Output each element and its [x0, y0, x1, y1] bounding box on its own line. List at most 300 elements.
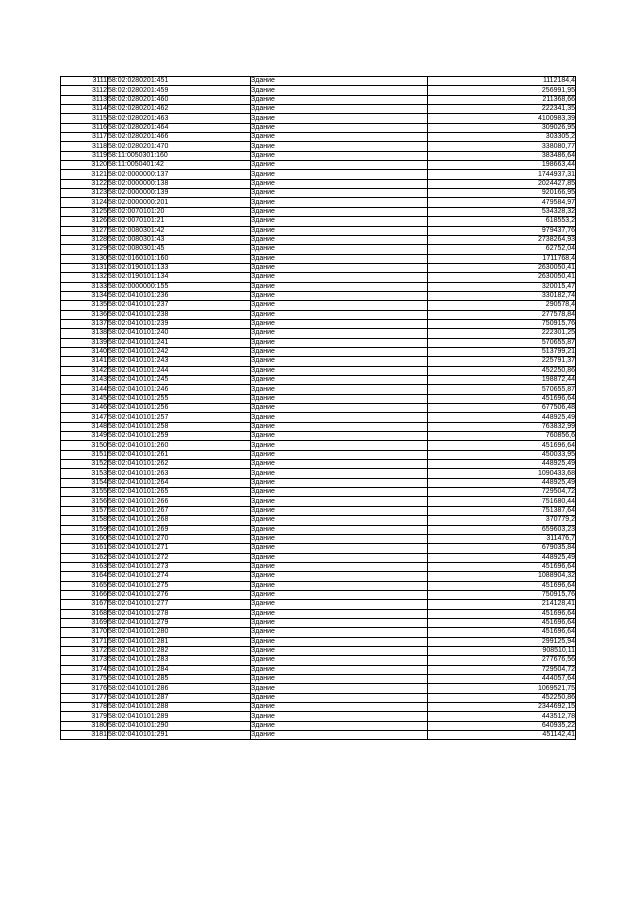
- table-row: [61, 600, 576, 609]
- table-row: [61, 301, 576, 310]
- object-type-cell: Здание: [251, 170, 428, 179]
- object-type-cell: Здание: [251, 385, 428, 394]
- object-type-cell: Здание: [251, 506, 428, 515]
- table-row: [61, 86, 576, 95]
- cadastral-number-cell: 58:02:0160101:160: [108, 254, 251, 263]
- cadastral-value-cell: 448925,49: [428, 553, 576, 562]
- table-row: [61, 675, 576, 684]
- cadastral-number-cell: 58:02:0410101:238: [108, 310, 251, 319]
- cadastral-value-cell: 570655,87: [428, 338, 576, 347]
- object-type-cell: Здание: [251, 86, 428, 95]
- table-row: [61, 432, 576, 441]
- table-row: [61, 703, 576, 712]
- row-number-cell: 3153: [61, 469, 108, 478]
- cadastral-value-cell: 534328,32: [428, 207, 576, 216]
- table-row: [61, 562, 576, 571]
- cadastral-number-cell: 58:02:0000000:139: [108, 189, 251, 198]
- row-number-cell: 3121: [61, 170, 108, 179]
- cadastral-value-cell: 452250,86: [428, 693, 576, 702]
- row-number-cell: 3143: [61, 376, 108, 385]
- object-type-cell: Здание: [251, 245, 428, 254]
- table-row: [61, 385, 576, 394]
- table-row: [61, 572, 576, 581]
- row-number-cell: 3158: [61, 516, 108, 525]
- table-row: [61, 263, 576, 272]
- table-row: [61, 254, 576, 263]
- cadastral-value-cell: 1069521,75: [428, 684, 576, 693]
- cadastral-number-cell: 58:02:0410101:261: [108, 450, 251, 459]
- cadastral-number-cell: 58:02:0070101:20: [108, 207, 251, 216]
- cadastral-number-cell: 58:02:0000000:137: [108, 170, 251, 179]
- row-number-cell: 3135: [61, 301, 108, 310]
- row-number-cell: 3122: [61, 179, 108, 188]
- object-type-cell: Здание: [251, 95, 428, 104]
- table-row: [61, 441, 576, 450]
- object-type-cell: Здание: [251, 637, 428, 646]
- cadastral-value-cell: 2024427,85: [428, 179, 576, 188]
- cadastral-number-cell: 58:02:0410101:288: [108, 703, 251, 712]
- table-row: [61, 721, 576, 730]
- cadastral-value-cell: 479584,97: [428, 198, 576, 207]
- object-type-cell: Здание: [251, 731, 428, 740]
- table-row: [61, 235, 576, 244]
- cadastral-value-cell: 448925,49: [428, 413, 576, 422]
- cadastral-number-cell: 58:02:0410101:282: [108, 646, 251, 655]
- table-row: [61, 712, 576, 721]
- row-number-cell: 3125: [61, 207, 108, 216]
- table-row: [61, 161, 576, 170]
- object-type-cell: Здание: [251, 77, 428, 86]
- cadastral-value-cell: 198872,44: [428, 376, 576, 385]
- object-type-cell: Здание: [251, 161, 428, 170]
- cadastral-value-cell: 451696,64: [428, 618, 576, 627]
- cadastral-value-cell: 2630050,41: [428, 263, 576, 272]
- cadastral-number-cell: 58:02:0410101:236: [108, 291, 251, 300]
- object-type-cell: Здание: [251, 450, 428, 459]
- object-type-cell: Здание: [251, 310, 428, 319]
- object-type-cell: Здание: [251, 441, 428, 450]
- table-row: [61, 95, 576, 104]
- cadastral-number-cell: 58:02:0000000:201: [108, 198, 251, 207]
- cadastral-number-cell: 58:02:0410101:267: [108, 506, 251, 515]
- object-type-cell: Здание: [251, 497, 428, 506]
- cadastral-number-cell: 58:02:0410101:275: [108, 581, 251, 590]
- cadastral-value-cell: 2630050,41: [428, 273, 576, 282]
- row-number-cell: 3137: [61, 319, 108, 328]
- row-number-cell: 3156: [61, 497, 108, 506]
- cadastral-value-cell: 222341,35: [428, 105, 576, 114]
- object-type-cell: Здание: [251, 404, 428, 413]
- cadastral-number-cell: 58:02:0280201:466: [108, 133, 251, 142]
- cadastral-number-cell: 58:02:0190101:134: [108, 273, 251, 282]
- cadastral-value-cell: 760856,6: [428, 432, 576, 441]
- cadastral-number-cell: 58:02:0410101:255: [108, 394, 251, 403]
- cadastral-number-cell: 58:02:0410101:281: [108, 637, 251, 646]
- cadastral-value-cell: 751680,44: [428, 497, 576, 506]
- cadastral-number-cell: 58:02:0410101:268: [108, 516, 251, 525]
- cadastral-number-cell: 58:02:0410101:266: [108, 497, 251, 506]
- cadastral-value-cell: 62752,04: [428, 245, 576, 254]
- row-number-cell: 3136: [61, 310, 108, 319]
- cadastral-value-cell: 640935,22: [428, 721, 576, 730]
- table-row: [61, 105, 576, 114]
- cadastral-value-cell: 1711768,4: [428, 254, 576, 263]
- cadastral-value-cell: 751387,64: [428, 506, 576, 515]
- table-row: [61, 394, 576, 403]
- cadastral-value-cell: 570655,87: [428, 385, 576, 394]
- object-type-cell: Здание: [251, 562, 428, 571]
- table-row: [61, 497, 576, 506]
- object-type-cell: Здание: [251, 133, 428, 142]
- cadastral-value-cell: 320015,47: [428, 282, 576, 291]
- cadastral-number-cell: 58:02:0410101:289: [108, 712, 251, 721]
- row-number-cell: 3154: [61, 478, 108, 487]
- cadastral-number-cell: 58:02:0410101:291: [108, 731, 251, 740]
- table-row: [61, 506, 576, 515]
- object-type-cell: Здание: [251, 123, 428, 132]
- object-type-cell: Здание: [251, 142, 428, 151]
- table-row: [61, 488, 576, 497]
- object-type-cell: Здание: [251, 721, 428, 730]
- cadastral-number-cell: 58:02:0410101:273: [108, 562, 251, 571]
- row-number-cell: 3169: [61, 618, 108, 627]
- table-row: [61, 590, 576, 599]
- object-type-cell: Здание: [251, 544, 428, 553]
- table-row: [61, 731, 576, 740]
- table-row: [61, 460, 576, 469]
- cadastral-number-cell: 58:02:0080301:43: [108, 235, 251, 244]
- cadastral-number-cell: 58:02:0410101:280: [108, 628, 251, 637]
- cadastral-number-cell: 58:02:0410101:240: [108, 329, 251, 338]
- table-row: [61, 656, 576, 665]
- cadastral-value-cell: 1744937,31: [428, 170, 576, 179]
- cadastral-number-cell: 58:02:0410101:286: [108, 684, 251, 693]
- row-number-cell: 3175: [61, 675, 108, 684]
- object-type-cell: Здание: [251, 254, 428, 263]
- row-number-cell: 3152: [61, 460, 108, 469]
- cadastral-number-cell: 58:02:0280201:460: [108, 95, 251, 104]
- cadastral-value-cell: 277578,84: [428, 310, 576, 319]
- object-type-cell: Здание: [251, 235, 428, 244]
- row-number-cell: 3177: [61, 693, 108, 702]
- table-row: [61, 338, 576, 347]
- table-row: [61, 114, 576, 123]
- cadastral-value-cell: 443512,78: [428, 712, 576, 721]
- row-number-cell: 3112: [61, 86, 108, 95]
- table-row: [61, 469, 576, 478]
- table-row: [61, 357, 576, 366]
- cadastral-value-cell: 1090433,68: [428, 469, 576, 478]
- cadastral-number-cell: 58:02:0410101:272: [108, 553, 251, 562]
- object-type-cell: Здание: [251, 114, 428, 123]
- row-number-cell: 3160: [61, 534, 108, 543]
- row-number-cell: 3163: [61, 562, 108, 571]
- cadastral-number-cell: 58:02:0410101:285: [108, 675, 251, 684]
- object-type-cell: Здание: [251, 226, 428, 235]
- cadastral-value-cell: 211368,66: [428, 95, 576, 104]
- cadastral-value-cell: 618553,2: [428, 217, 576, 226]
- cadastral-number-cell: 58:02:0280201:464: [108, 123, 251, 132]
- object-type-cell: Здание: [251, 198, 428, 207]
- row-number-cell: 3133: [61, 282, 108, 291]
- cadastral-number-cell: 58:02:0410101:283: [108, 656, 251, 665]
- object-type-cell: Здание: [251, 600, 428, 609]
- row-number-cell: 3179: [61, 712, 108, 721]
- cadastral-value-cell: 513799,21: [428, 347, 576, 356]
- cadastral-value-cell: 979437,76: [428, 226, 576, 235]
- table-row: [61, 376, 576, 385]
- cadastral-number-cell: 58:02:0280201:463: [108, 114, 251, 123]
- cadastral-number-cell: 58:02:0410101:256: [108, 404, 251, 413]
- cadastral-value-cell: 448925,49: [428, 478, 576, 487]
- row-number-cell: 3129: [61, 245, 108, 254]
- row-number-cell: 3130: [61, 254, 108, 263]
- cadastral-value-cell: 1112184,4: [428, 77, 576, 86]
- object-type-cell: Здание: [251, 394, 428, 403]
- cadastral-value-cell: 4100983,39: [428, 114, 576, 123]
- row-number-cell: 3147: [61, 413, 108, 422]
- row-number-cell: 3167: [61, 600, 108, 609]
- table-row: [61, 245, 576, 254]
- row-number-cell: 3164: [61, 572, 108, 581]
- row-number-cell: 3159: [61, 525, 108, 534]
- table-row: [61, 665, 576, 674]
- table-row: [61, 581, 576, 590]
- object-type-cell: Здание: [251, 376, 428, 385]
- cadastral-number-cell: 58:02:0280201:451: [108, 77, 251, 86]
- row-number-cell: 3141: [61, 357, 108, 366]
- table-row: [61, 525, 576, 534]
- cadastral-value-cell: 330182,74: [428, 291, 576, 300]
- cadastral-value-cell: 448925,49: [428, 460, 576, 469]
- table-row: [61, 217, 576, 226]
- row-number-cell: 3120: [61, 161, 108, 170]
- row-number-cell: 3173: [61, 656, 108, 665]
- object-type-cell: Здание: [251, 703, 428, 712]
- cadastral-value-cell: 763832,99: [428, 422, 576, 431]
- object-type-cell: Здание: [251, 207, 428, 216]
- cadastral-value-cell: 198663,44: [428, 161, 576, 170]
- object-type-cell: Здание: [251, 675, 428, 684]
- row-number-cell: 3138: [61, 329, 108, 338]
- row-number-cell: 3134: [61, 291, 108, 300]
- row-number-cell: 3155: [61, 488, 108, 497]
- row-number-cell: 3142: [61, 366, 108, 375]
- cadastral-value-cell: 370779,2: [428, 516, 576, 525]
- records-table-body: [61, 77, 576, 740]
- row-number-cell: 3131: [61, 263, 108, 272]
- table-row: [61, 189, 576, 198]
- cadastral-value-cell: 677506,48: [428, 404, 576, 413]
- table-row: [61, 404, 576, 413]
- cadastral-number-cell: 58:02:0410101:290: [108, 721, 251, 730]
- object-type-cell: Здание: [251, 273, 428, 282]
- object-type-cell: Здание: [251, 151, 428, 160]
- object-type-cell: Здание: [251, 684, 428, 693]
- cadastral-number-cell: 58:02:0410101:258: [108, 422, 251, 431]
- table-row: [61, 544, 576, 553]
- table-row: [61, 291, 576, 300]
- table-row: [61, 628, 576, 637]
- table-row: [61, 179, 576, 188]
- cadastral-number-cell: 58:02:0410101:276: [108, 590, 251, 599]
- table-row: [61, 123, 576, 132]
- cadastral-number-cell: 58:02:0410101:284: [108, 665, 251, 674]
- cadastral-number-cell: 58:02:0410101:264: [108, 478, 251, 487]
- table-row: [61, 534, 576, 543]
- cadastral-number-cell: 58:02:0410101:270: [108, 534, 251, 543]
- table-row: [61, 226, 576, 235]
- row-number-cell: 3166: [61, 590, 108, 599]
- row-number-cell: 3150: [61, 441, 108, 450]
- cadastral-value-cell: 451696,64: [428, 628, 576, 637]
- object-type-cell: Здание: [251, 525, 428, 534]
- object-type-cell: Здание: [251, 217, 428, 226]
- table-row: [61, 329, 576, 338]
- row-number-cell: 3115: [61, 114, 108, 123]
- cadastral-value-cell: 303305,2: [428, 133, 576, 142]
- cadastral-number-cell: 58:02:0410101:279: [108, 618, 251, 627]
- object-type-cell: Здание: [251, 516, 428, 525]
- table-row: [61, 413, 576, 422]
- table-row: [61, 133, 576, 142]
- table-row: [61, 684, 576, 693]
- cadastral-value-cell: 290578,4: [428, 301, 576, 310]
- cadastral-number-cell: 58:02:0410101:239: [108, 319, 251, 328]
- table-row: [61, 347, 576, 356]
- object-type-cell: Здание: [251, 329, 428, 338]
- object-type-cell: Здание: [251, 488, 428, 497]
- object-type-cell: Здание: [251, 357, 428, 366]
- cadastral-number-cell: 58:02:0410101:237: [108, 301, 251, 310]
- cadastral-number-cell: 58:02:0410101:244: [108, 366, 251, 375]
- cadastral-value-cell: 451696,64: [428, 581, 576, 590]
- cadastral-value-cell: 444057,64: [428, 675, 576, 684]
- cadastral-number-cell: 58:02:0410101:277: [108, 600, 251, 609]
- table-row: [61, 478, 576, 487]
- table-row: [61, 366, 576, 375]
- row-number-cell: 3149: [61, 432, 108, 441]
- row-number-cell: 3145: [61, 394, 108, 403]
- cadastral-number-cell: 58:02:0410101:259: [108, 432, 251, 441]
- row-number-cell: 3161: [61, 544, 108, 553]
- object-type-cell: Здание: [251, 693, 428, 702]
- row-number-cell: 3111: [61, 77, 108, 86]
- cadastral-number-cell: 58:02:0190101:133: [108, 263, 251, 272]
- row-number-cell: 3165: [61, 581, 108, 590]
- row-number-cell: 3162: [61, 553, 108, 562]
- object-type-cell: Здание: [251, 553, 428, 562]
- object-type-cell: Здание: [251, 179, 428, 188]
- table-row: [61, 618, 576, 627]
- cadastral-value-cell: 451696,64: [428, 394, 576, 403]
- object-type-cell: Здание: [251, 189, 428, 198]
- cadastral-value-cell: 659603,23: [428, 525, 576, 534]
- cadastral-number-cell: 58:02:0080301:42: [108, 226, 251, 235]
- row-number-cell: 3151: [61, 450, 108, 459]
- row-number-cell: 3140: [61, 347, 108, 356]
- cadastral-number-cell: 58:02:0410101:271: [108, 544, 251, 553]
- cadastral-value-cell: 450033,95: [428, 450, 576, 459]
- cadastral-value-cell: 451142,41: [428, 731, 576, 740]
- object-type-cell: Здание: [251, 422, 428, 431]
- table-row: [61, 151, 576, 160]
- cadastral-value-cell: 452250,86: [428, 366, 576, 375]
- row-number-cell: 3168: [61, 609, 108, 618]
- cadastral-value-cell: 2738264,93: [428, 235, 576, 244]
- object-type-cell: Здание: [251, 712, 428, 721]
- cadastral-number-cell: 58:02:0410101:262: [108, 460, 251, 469]
- row-number-cell: 3144: [61, 385, 108, 394]
- object-type-cell: Здание: [251, 347, 428, 356]
- cadastral-value-cell: 277676,56: [428, 656, 576, 665]
- table-row: [61, 170, 576, 179]
- row-number-cell: 3172: [61, 646, 108, 655]
- cadastral-value-cell: 214128,41: [428, 600, 576, 609]
- cadastral-number-cell: 58:02:0410101:287: [108, 693, 251, 702]
- table-row: [61, 646, 576, 655]
- table-row: [61, 516, 576, 525]
- cadastral-value-cell: 338080,77: [428, 142, 576, 151]
- cadastral-value-cell: 311476,7: [428, 534, 576, 543]
- cadastral-value-cell: 451696,64: [428, 562, 576, 571]
- table-row: [61, 319, 576, 328]
- object-type-cell: Здание: [251, 469, 428, 478]
- row-number-cell: 3126: [61, 217, 108, 226]
- cadastral-value-cell: 908510,11: [428, 646, 576, 655]
- row-number-cell: 3114: [61, 105, 108, 114]
- table-row: [61, 273, 576, 282]
- cadastral-value-cell: 750915,76: [428, 319, 576, 328]
- table-row: [61, 198, 576, 207]
- cadastral-number-cell: 58:02:0080301:45: [108, 245, 251, 254]
- object-type-cell: Здание: [251, 291, 428, 300]
- cadastral-number-cell: 58:02:0280201:470: [108, 142, 251, 151]
- cadastral-value-cell: 299125,94: [428, 637, 576, 646]
- table-row: [61, 207, 576, 216]
- row-number-cell: 3118: [61, 142, 108, 151]
- cadastral-number-cell: 58:02:0070101:21: [108, 217, 251, 226]
- object-type-cell: Здание: [251, 581, 428, 590]
- cadastral-value-cell: 1088904,32: [428, 572, 576, 581]
- table-row: [61, 282, 576, 291]
- row-number-cell: 3170: [61, 628, 108, 637]
- object-type-cell: Здание: [251, 338, 428, 347]
- row-number-cell: 3117: [61, 133, 108, 142]
- row-number-cell: 3178: [61, 703, 108, 712]
- row-number-cell: 3139: [61, 338, 108, 347]
- row-number-cell: 3128: [61, 235, 108, 244]
- object-type-cell: Здание: [251, 366, 428, 375]
- row-number-cell: 3180: [61, 721, 108, 730]
- cadastral-number-cell: 58:02:0280201:459: [108, 86, 251, 95]
- row-number-cell: 3113: [61, 95, 108, 104]
- row-number-cell: 3132: [61, 273, 108, 282]
- object-type-cell: Здание: [251, 646, 428, 655]
- cadastral-value-cell: 451696,64: [428, 441, 576, 450]
- cadastral-number-cell: 58:02:0280201:462: [108, 105, 251, 114]
- cadastral-number-cell: 58:02:0410101:278: [108, 609, 251, 618]
- table-row: [61, 142, 576, 151]
- table-row: [61, 422, 576, 431]
- object-type-cell: Здание: [251, 301, 428, 310]
- object-type-cell: Здание: [251, 609, 428, 618]
- object-type-cell: Здание: [251, 413, 428, 422]
- cadastral-value-cell: 383486,64: [428, 151, 576, 160]
- cadastral-number-cell: 58:02:0410101:263: [108, 469, 251, 478]
- table-row: [61, 637, 576, 646]
- row-number-cell: 3171: [61, 637, 108, 646]
